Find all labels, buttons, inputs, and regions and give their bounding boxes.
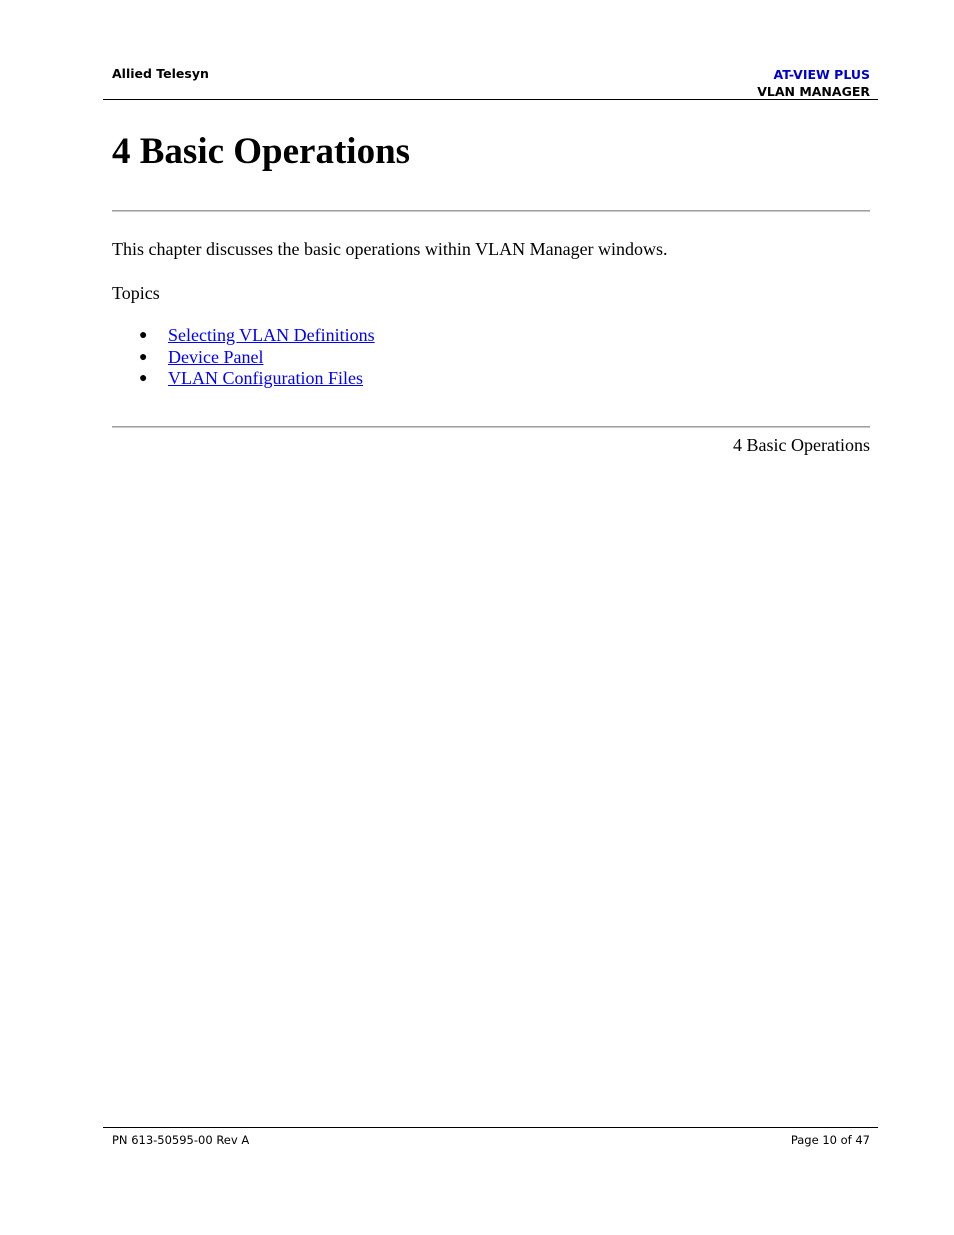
company-name: Allied Telesyn xyxy=(112,66,209,81)
bullet-icon: ● xyxy=(139,371,148,386)
topic-link-device-panel[interactable]: Device Panel xyxy=(168,346,264,367)
page-footer xyxy=(103,1127,878,1147)
topic-list xyxy=(112,325,375,390)
part-number: PN 613-50595-00 Rev A xyxy=(112,1133,250,1147)
top-divider xyxy=(112,210,870,212)
topic-link-vlan-configuration-files[interactable]: VLAN Configuration Files xyxy=(168,368,363,388)
page-number: Page 10 of 47 xyxy=(790,1133,870,1147)
section-caption: 4 Basic Operations xyxy=(733,435,870,455)
bottom-divider xyxy=(112,426,870,428)
chapter-intro: This chapter discusses the basic operations within VLAN Manager windows. xyxy=(112,239,668,259)
product-name: AT-VIEW PLUS xyxy=(773,67,870,82)
topics-label: Topics xyxy=(112,283,160,303)
list-item xyxy=(112,368,375,390)
bullet-icon: ● xyxy=(139,328,148,343)
list-item xyxy=(112,325,375,347)
module-name: VLAN MANAGER xyxy=(757,84,870,99)
list-item xyxy=(112,347,375,369)
bullet-icon: ● xyxy=(139,349,148,365)
topic-link-selecting-vlan-definitions[interactable]: Selecting VLAN Definitions xyxy=(168,325,375,345)
header-product-block xyxy=(757,66,870,100)
chapter-title: 4 Basic Operations xyxy=(112,131,411,172)
page-header xyxy=(103,64,878,100)
